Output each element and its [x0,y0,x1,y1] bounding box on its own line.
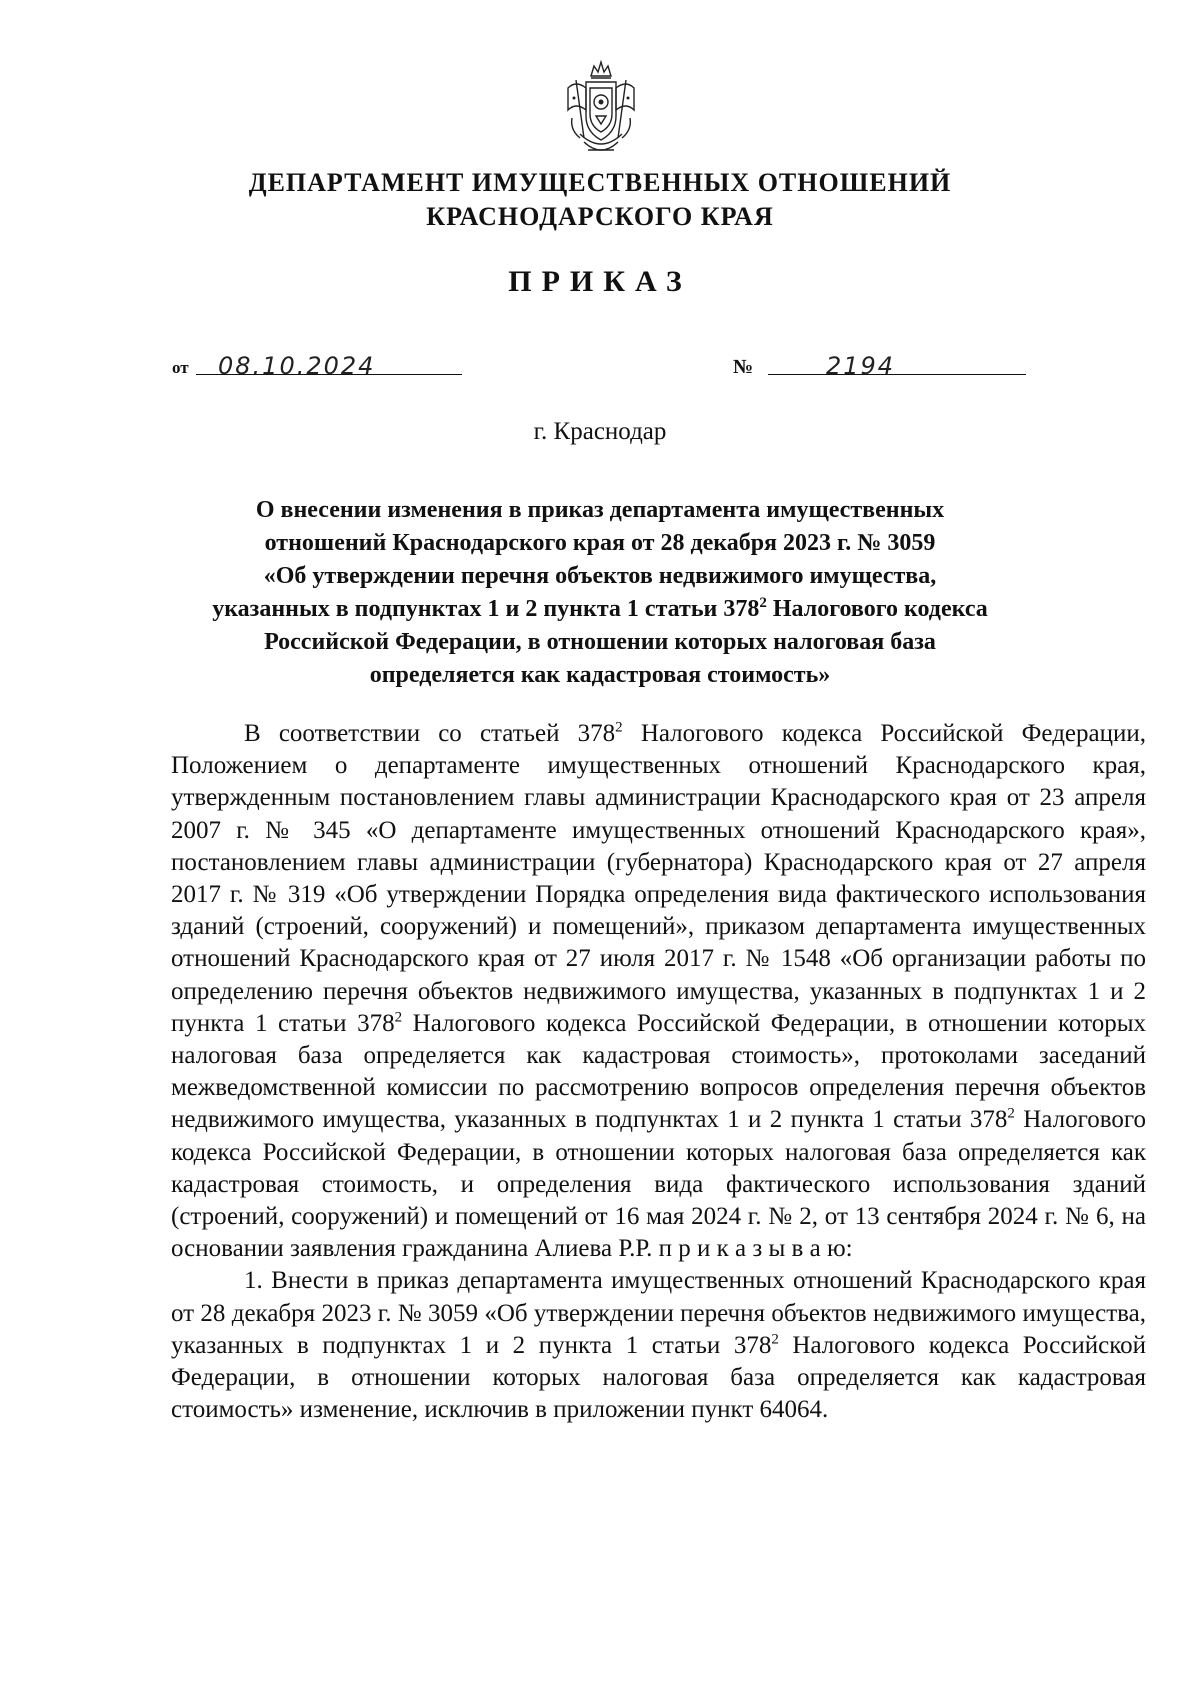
body-text: Налогового кодекса Российской Федерации, в отношении которых налоговая база определяется как кадастровая стоимость, и определения вида фактического использования зданий (строений, сооружений) и помещений от 16 мая 2024 г. № 2, от 13 сентября 2024 г. № 6, на основании заявления гражданина Алиева Р.Р. п р и к а з ы в а ю: [171,1106,1146,1263]
subject-line: «Об утверждении перечня объектов недвижимого имущества, [263,563,937,589]
body-text: Налогового кодекса Российской Федерации, в отношении которых налоговая база определяется как кадастровая стоимость» изменение, исключив в приложении пункт 64064. [171,1331,1146,1424]
subject-line: отношений Краснодарского края от 28 декабря 2023 г. № 3059 [264,530,936,556]
body-text: Налогового кодекса Российской Федерации, в отношении которых налоговая база определяется как кадастровая стоимость», протоколами заседаний межведомственной комиссии по рассмотрению вопросов определения перечня объектов недвижимого имущества, указанных в подпунктах 1 и 2 пункта 1 статьи 378 [171,1009,1146,1134]
date-value: 08.10.2024 [218,352,376,380]
superscript: 2 [394,1009,403,1026]
preamble-paragraph [171,718,1146,1265]
city: г. Краснодар [533,418,667,445]
department-name-line2: КРАСНОДАРСКОГО КРАЯ [426,202,774,231]
body-text: Налогового кодекса Российской Федерации, Положением о департаменте имущественных отношений Краснодарского края, утвержденным постановлением главы администрации Краснодарского края от 23 апреля 2007 г. № 345 «О департаменте имущественных отношений Краснодарского края», постановлением главы администрации (губернатора) Краснодарского края от 27 апреля 2017 г. № 319 «Об утверждении Порядка определения вида фактического использования зданий (строений, сооружений) и помещений», приказом департамента имущественных отношений Краснодарского края от 27 июля 2017 г. № 1548 «Об организации работы по определению перечня объектов недвижимого имущества, указанных в подпунктах 1 и 2 пункта 1 статьи 378 [171,720,1146,1037]
superscript: 2 [615,719,623,736]
subject-line: Российской Федерации, в отношении которых налоговая база [264,629,936,655]
superscript: 2 [1007,1106,1015,1123]
body-text: 1. Внести в приказ департамента имущественных отношений Краснодарского края от 28 декабря 2023 г. № 3059 «Об утверждении перечня объектов недвижимого имущества, указанных в подпунктах 1 и 2 пункта 1 статьи 378 [171,1267,1146,1359]
subject-text: Налогового кодекса [766,596,988,622]
subject-text: указанных в подпунктах 1 и 2 пункта 1 статьи 378 [212,596,760,622]
document-type-title: ПРИКАЗ [508,265,692,298]
subject-line [190,593,1010,626]
date-label: от [172,358,189,377]
superscript: 2 [771,1331,779,1348]
order-item-1 [171,1265,1146,1426]
number-value: 2194 [826,352,896,380]
subject-line: О внесении изменения в приказ департамента имущественных [255,497,945,523]
number-underline [768,374,1026,375]
coat-of-arms-icon [558,58,644,160]
order-subject [190,494,1010,692]
superscript: 2 [759,595,767,611]
order-body [171,718,1146,1426]
number-label: № [733,356,754,378]
department-name-line1: ДЕПАРТАМЕНТ ИМУЩЕСТВЕННЫХ ОТНОШЕНИЙ [248,168,952,197]
body-text: В соответствии со статьей 378 [244,720,616,747]
subject-line: определяется как кадастровая стоимость» [369,662,831,688]
